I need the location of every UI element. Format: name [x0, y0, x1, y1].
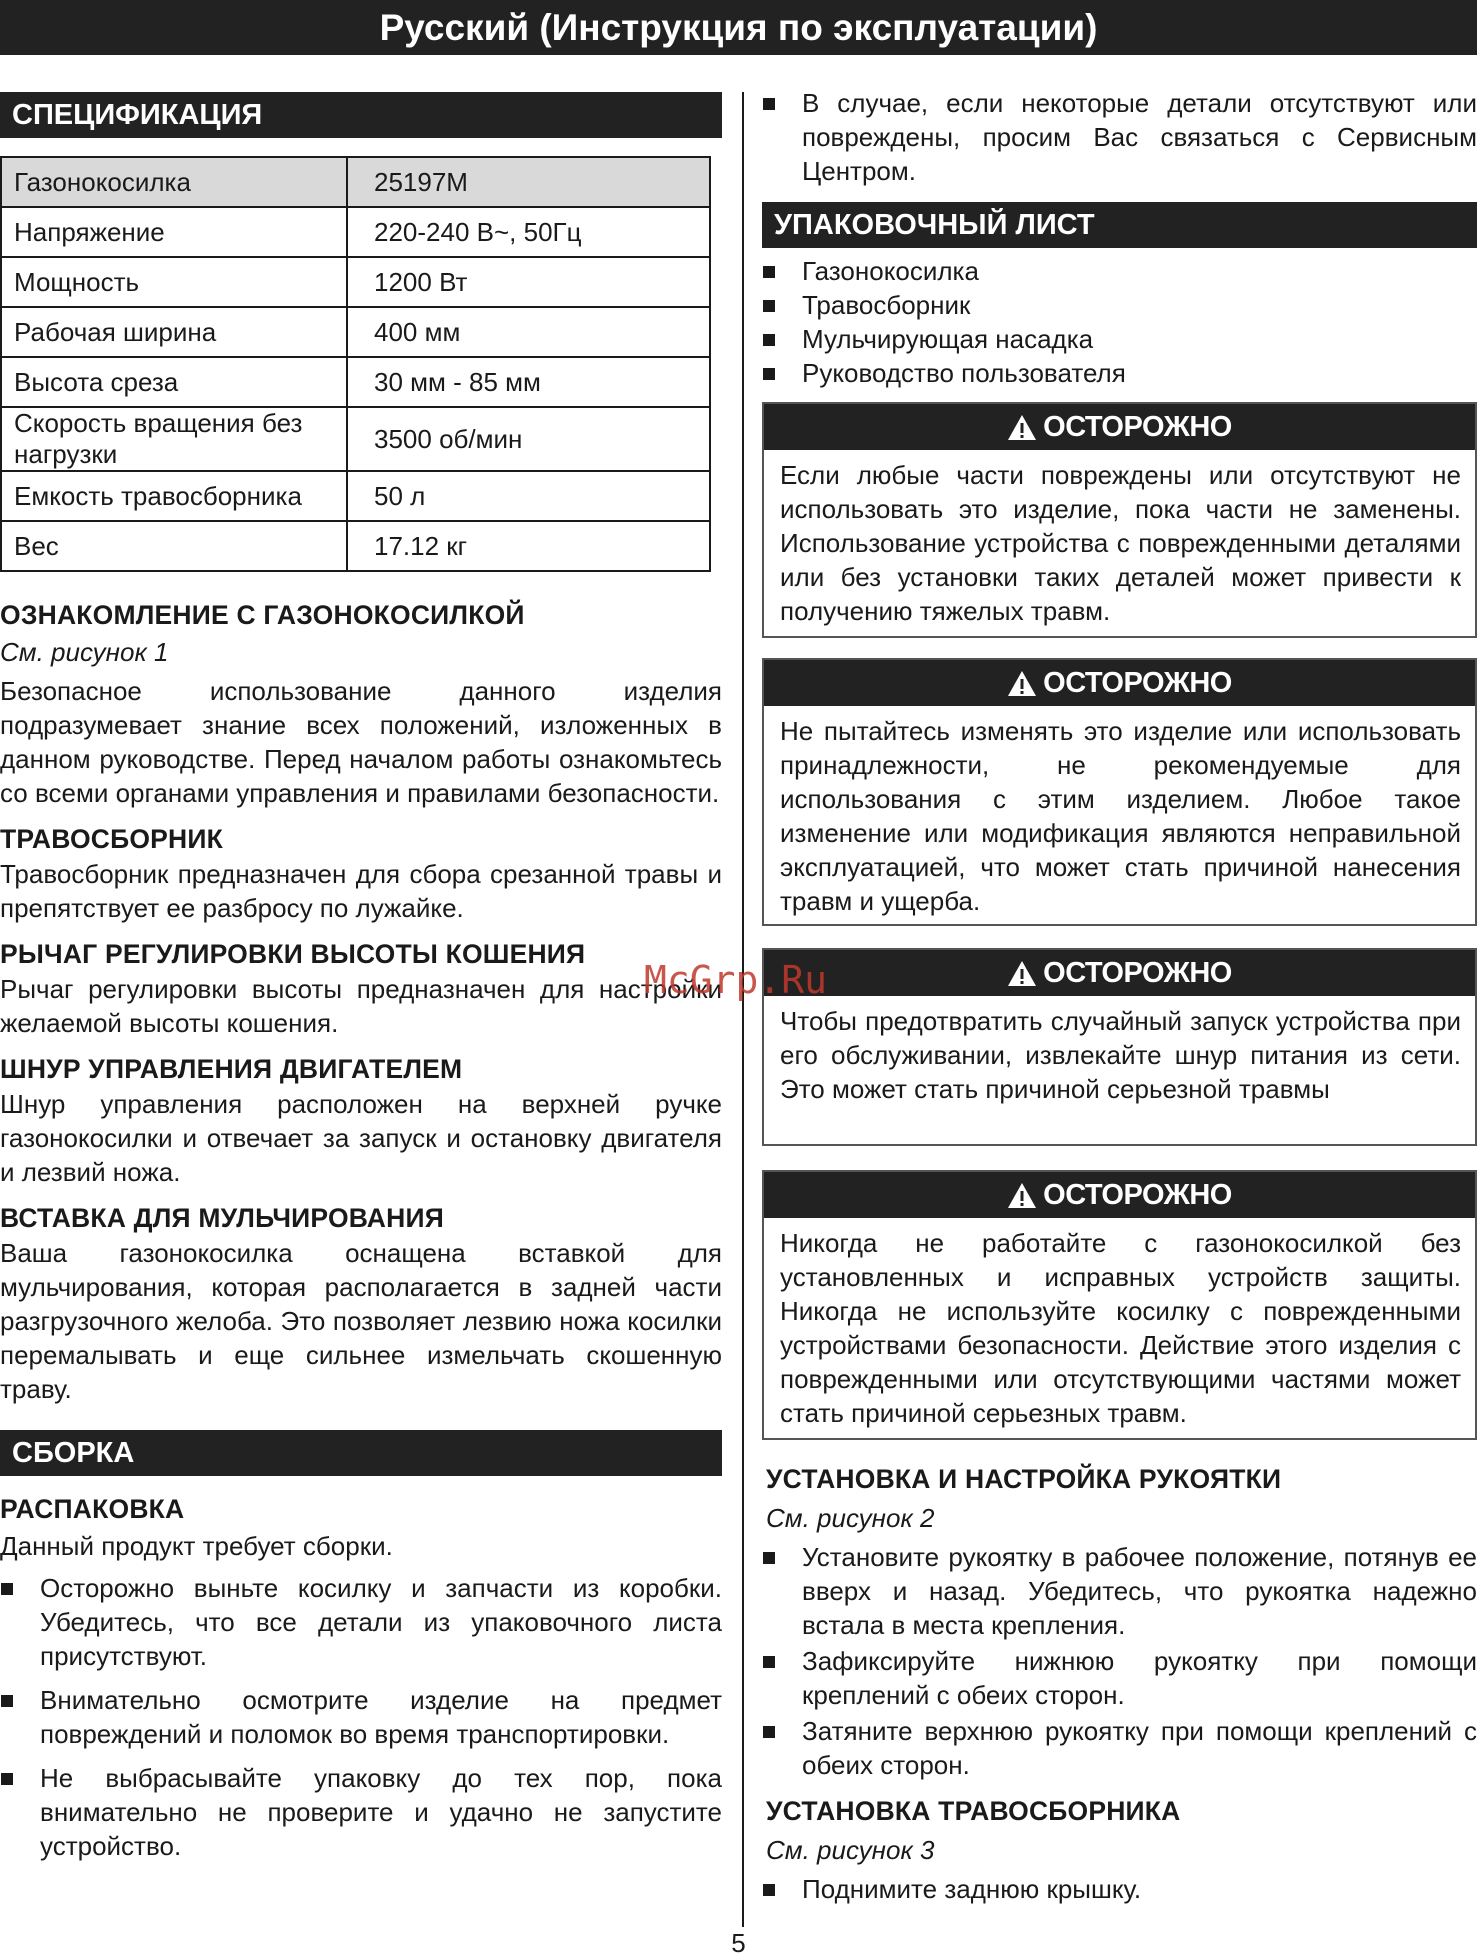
assembly-section-title: СБОРКА: [0, 1430, 722, 1476]
warning-triangle-icon: [1007, 670, 1037, 697]
warning-header: [764, 1172, 1475, 1218]
catcher-text: Травосборник предназначен для сбора срезанной травы и препятствует ее разбросу по лужайке.: [0, 859, 722, 923]
spec-label: Газонокосилка: [1, 157, 347, 207]
handle-list: [762, 1540, 1477, 1782]
warning-text: Никогда не работайте с газонокосилкой без установленных и исправных устройств защиты. Никогда не используйте косилку с поврежденными устройствами безопасности. Действие этого изделия с поврежденными или отсутствующими частями может стать причиной серьезных травм.: [780, 1228, 1461, 1428]
spec-table: [0, 156, 711, 572]
right-column: [762, 88, 1477, 1906]
spec-section-title: СПЕЦИФИКАЦИЯ: [0, 92, 722, 138]
column-divider: [742, 92, 744, 1927]
list-item: Внимательно осмотрите изделие на предмет повреждений и поломок во время транспортировки.: [0, 1683, 722, 1751]
spec-value: 50 л: [347, 471, 710, 521]
warning-header: [764, 660, 1475, 706]
spec-label: Напряжение: [1, 207, 347, 257]
warning-triangle-icon: [1007, 1182, 1037, 1209]
warning-text: Чтобы предотвратить случайный запуск устройства при его обслуживании, извлекайте шнур питания из сети. Это может стать причиной серьезной травмы: [780, 1006, 1461, 1104]
warning-label: ОСТОРОЖНО: [1043, 411, 1232, 443]
spec-value: 3500 об/мин: [347, 407, 710, 471]
intro-figure-ref: См. рисунок 1: [0, 637, 169, 667]
list-item: Руководство пользователя: [762, 356, 1477, 390]
catcher-install-figure-ref: См. рисунок 3: [766, 1835, 935, 1865]
warning-label: ОСТОРОЖНО: [1043, 667, 1232, 699]
table-row: [1, 207, 710, 257]
spec-label: Мощность: [1, 257, 347, 307]
spec-value: 25197M: [347, 157, 710, 207]
spec-value: 220-240 В~, 50Гц: [347, 207, 710, 257]
warning-text: Если любые части повреждены или отсутствуют не использовать это изделие, пока части не заменены. Использование устройства с поврежденными деталями или без установки таких деталей может привести к получению тяжелых травм.: [780, 460, 1461, 626]
list-item: Не выбрасывайте упаковку до тех пор, пока внимательно не проверите и удачно не запустите устройство.: [0, 1761, 722, 1863]
list-item: Установите рукоятку в рабочее положение, потянув ее вверх и назад. Убедитесь, что рукоятка надежно встала в места крепления.: [762, 1540, 1477, 1642]
intro-heading: ОЗНАКОМЛЕНИЕ С ГАЗОНОКОСИЛКОЙ: [0, 600, 525, 630]
unpack-list: [0, 1571, 722, 1863]
list-item: Травосборник: [762, 288, 1477, 322]
table-row: [1, 521, 710, 571]
spec-value: 17.12 кг: [347, 521, 710, 571]
catcher-install-heading: УСТАНОВКА ТРАВОСБОРНИКА: [766, 1796, 1181, 1826]
cord-heading: ШНУР УПРАВЛЕНИЯ ДВИГАТЕЛЕМ: [0, 1054, 463, 1084]
lever-heading: РЫЧАГ РЕГУЛИРОВКИ ВЫСОТЫ КОШЕНИЯ: [0, 939, 586, 969]
list-item: Мульчирующая насадка: [762, 322, 1477, 356]
spec-label: Рабочая ширина: [1, 307, 347, 357]
warning-header: [764, 950, 1475, 996]
spec-label: Вес: [1, 521, 347, 571]
catcher-heading: ТРАВОСБОРНИК: [0, 824, 223, 854]
table-row: [1, 157, 710, 207]
packing-list: [762, 254, 1477, 390]
list-item: Затяните верхнюю рукоятку при помощи креплений с обеих сторон.: [762, 1714, 1477, 1782]
list-item: Осторожно выньте косилку и запчасти из коробки. Убедитесь, что все детали из упаковочного листа присутствуют.: [0, 1571, 722, 1673]
warning-box: [762, 1170, 1477, 1440]
spec-label: Высота среза: [1, 357, 347, 407]
list-item: Газонокосилка: [762, 254, 1477, 288]
mulch-heading: ВСТАВКА ДЛЯ МУЛЬЧИРОВАНИЯ: [0, 1203, 444, 1233]
warning-label: ОСТОРОЖНО: [1043, 957, 1232, 989]
handle-figure-ref: См. рисунок 2: [766, 1503, 935, 1533]
list-item: Зафиксируйте нижнюю рукоятку при помощи креплений с обеих сторон.: [762, 1644, 1477, 1712]
warning-box: [762, 658, 1477, 926]
mulch-text: Ваша газонокосилка оснащена вставкой для мульчирования, которая располагается в задней части разгрузочного желоба. Это позволяет лезвию ножа косилки перемалывать и еще сильнее измельчать скошенную траву.: [0, 1238, 722, 1404]
spec-label: Скорость вращения без нагрузки: [1, 407, 347, 471]
spec-value: 1200 Вт: [347, 257, 710, 307]
warning-triangle-icon: [1007, 960, 1037, 987]
table-row: [1, 357, 710, 407]
warning-box: [762, 402, 1477, 638]
spec-value: 400 мм: [347, 307, 710, 357]
warning-box: [762, 948, 1477, 1146]
cord-text: Шнур управления расположен на верхней ручке газонокосилки и отвечает за запуск и остановку двигателя и лезвий ножа.: [0, 1089, 722, 1187]
packing-section-title: УПАКОВОЧНЫЙ ЛИСТ: [762, 202, 1477, 248]
list-item: В случае, если некоторые детали отсутствуют или повреждены, просим Вас связаться с Сервисным Центром.: [762, 86, 1477, 188]
warning-triangle-icon: [1007, 414, 1037, 441]
table-row: [1, 257, 710, 307]
warning-text: Не пытайтесь изменять это изделие или использовать принадлежности, не рекомендуемые для использования с этим изделием. Любое такое изменение или модификация являются неправильной эксплуатацией, что может стать причиной нанесения травм и ущерба.: [780, 716, 1461, 916]
spec-value: 30 мм - 85 мм: [347, 357, 710, 407]
left-column: [0, 92, 722, 1863]
list-item: Поднимите заднюю крышку.: [762, 1872, 1477, 1906]
page-number: 5: [731, 1928, 746, 1958]
catcher-install-list: [762, 1872, 1477, 1906]
table-row: [1, 471, 710, 521]
warning-label: ОСТОРОЖНО: [1043, 1179, 1232, 1211]
watermark: McGrp.Ru: [644, 958, 828, 1002]
intro-text: Безопасное использование данного изделия подразумевает знание всех положений, изложенных в данном руководстве. Перед началом работы ознакомьтесь со всеми органами управления и правилами безопасности.: [0, 676, 722, 808]
warning-header: [764, 404, 1475, 450]
unpack-heading: РАСПАКОВКА: [0, 1494, 185, 1524]
table-row: [1, 307, 710, 357]
table-row: [1, 407, 710, 471]
lever-text: Рычаг регулировки высоты предназначен для настройки желаемой высоты кошения.: [0, 974, 722, 1038]
page-title: Русский (Инструкция по эксплуатации): [0, 0, 1477, 55]
handle-heading: УСТАНОВКА И НАСТРОЙКА РУКОЯТКИ: [766, 1464, 1282, 1494]
service-list: [762, 86, 1477, 188]
unpack-text: Данный продукт требует сборки.: [0, 1531, 393, 1561]
spec-label: Емкость травосборника: [1, 471, 347, 521]
